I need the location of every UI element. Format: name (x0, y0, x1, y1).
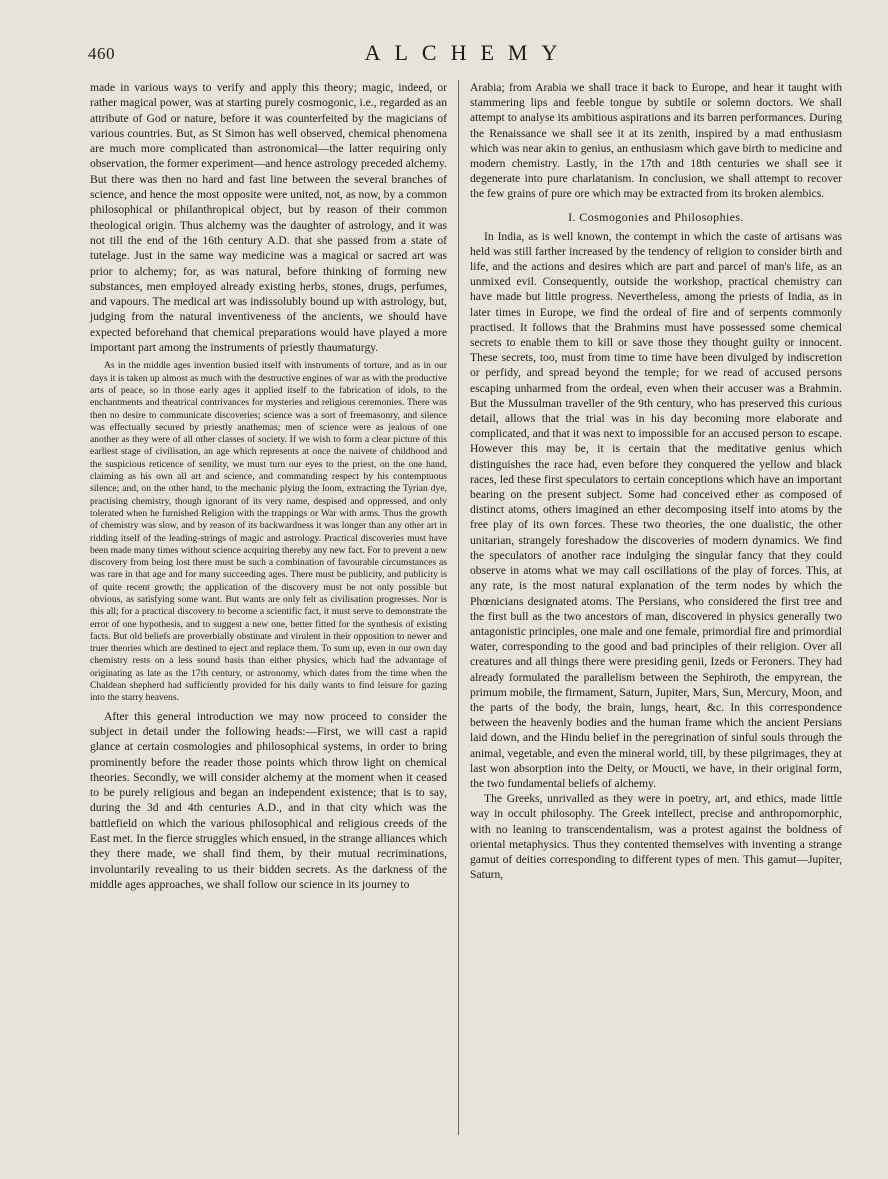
left-paragraph-1: made in various ways to verify and apply this theory; magic, indeed, or rather magical power, was at starting purely cosmogonic, i.e., regarded as an attribute of God or nature, before it was counterfeited by the magicians of various countries. But, as St Simon has well observed, chemical phenomena are much more complicated than astronomical—the latter requiring only observation, the former experiment—and hence astrology preceded alchemy. But there was then no hard and fast line between the several branches of science, and hence the most opposite were united, not, as now, by a common philosophical or philanthropical object, but by reason of their common theological origin. Thus alchemy was the daughter of astrology, and it was not till the end of the 16th century A.D. that she passed from a state of tutelage. Just in the same way medicine was a magical or sacred art was prior to alchemy; for, as was natural, before thinking of forming new substances, men employed already existing herbs, stones, drugs, perfumes, and vapours. The medical art was indissolubly bound up with astrology, but, judging from the natural inventiveness of the ancients, we should have expected beforehand that chemical preparations would have played a more important part among the instruments of priestly thaumaturgy. (90, 81, 447, 355)
left-paragraph-3: After this general introduction we may now proceed to consider the subject in detail under the following heads:—First, we will cast a rapid glance at certain cosmologies and philosophical systems, in order to bring prominently before the reader those points which throw light on chemical theories. Secondly, we will consider alchemy at the moment when it ceased to be purely religious and began an independent existence; that is to say, during the 3d and 4th centuries A.D., and in that city which was the battlefield on which the various philosophical and religious creeds of the East met. In the fierce struggles which ensued, in the strange alliances which they there made, we shall find them, by their mutual recriminations, involuntarily revealing to us their bidden secrets. As the darkness of the middle ages approaches, we shall follow our science in its journey to (90, 709, 447, 891)
right-paragraph-1: Arabia; from Arabia we shall trace it back to Europe, and hear it taught with stammering lips and feeble tongue by subtile or solemn doctors. We shall attempt to analyse its ambitious aspirations and its barren performances. During the Renaissance we shall see it at its zenith, inspired by a mad enthusiasm which was near akin to genius, an enthusiasm which gave birth to medicine and modern chemistry. Lastly, in the 17th and 18th centuries we shall see it degenerate into pure charlatanism. In conclusion, we shall attempt to recover the few grains of pure ore which may be extracted from its broken alembics. (470, 81, 842, 201)
page-number: 460 (88, 44, 115, 63)
left-column (90, 80, 447, 892)
right-column (470, 80, 842, 882)
section-heading: I. Cosmogonies and Philosophies. (568, 209, 744, 224)
running-title: ALCHEMY (364, 40, 572, 65)
left-paragraph-2-small-print: As in the middle ages invention busied itself with instruments of torture, and as in our days it is taken up almost as much with the destructive engines of war as with the productive arts of peace, so in those early ages it applied itself to the fabrication of idols, to the enchantments and theatrical contrivances for mysteries and religious ceremonies. There was then no desire to communicate discoveries; science was a sort of freemasonry, and silence was effectually secured by priestly anathemas; men of science were as jealous of one another as they were of all other classes of society. If we wish to form a clear picture of this earliest stage of civilisation, an age which represents at once the naivete of childhood and the suspicious reticence of senility, we must turn our eyes to the priest, on the one hand, claiming as his own all art and science, and commanding respect by his contemptuous silence; and, on the other hand, to the mechanic plying the loom, extracting the Tyrian dye, practising chemistry, though ignorant of its very name, despised and oppressed, and only tolerated when he furnished Religion with the trappings or War with arms. Thus the growth of chemistry was slow, and by reason of its backwardness it was longer than any other art in ridding itself of the leading-strings of magic and astrology. Practical discoveries must have been made many times without science acquiring thereby any new fact. For to prevent a new discovery from being lost there must be such a combination of favourable circumstances as was rare in that age and for many succeeding ages. There must be publicity, and publicity is of quite recent growth; the application of the discovery must be not only possible but obvious, as satisfying some want. But wants are only felt as civilisation progresses. Nor is this all; for a practical discovery to become a scientific fact, it must serve to demonstrate the error of one hypothesis, and to suggest a new one, better fitted for the synthesis of existing facts. But old beliefs are proverbially obstinate and virulent in their opposition to newer and truer theories which are destined to eject and replace them. To sum up, even in our own day chemistry rests on a less sound basis than either physics, which had the advantage of originating as late as the 17th century, or astronomy, which dates from the time when the Chaldean shepherd had sufficiently provided for his daily wants to find leisure for gazing into the starry heavens. (90, 360, 447, 704)
page-header (88, 40, 848, 72)
right-paragraph-3: The Greeks, unrivalled as they were in poetry, art, and ethics, made little way in occult philosophy. The Greek intellect, precise and anthropomorphic, with no leaning to transcendentalism, was a protest against the boldness of oriental metaphysics. Thus they contented themselves with inventing a strange gamut of deities corresponding to different types of men. This gamut—Jupiter, Saturn, (470, 792, 842, 882)
column-divider (458, 80, 459, 1135)
right-paragraph-2: In India, as is well known, the contempt in which the caste of artisans was held was still farther increased by the tendency of religion to consider birth and life, and the actions and desires which are part and parcel of man's life, as an unmixed evil. Consequently, outside the workshop, practical chemistry can have made but little progress. Nevertheless, among the priests of India, as in later times in Europe, we find the ordeal of fire and of serpents commonly practised. It follows that the Brahmins must have possessed some chemical secrets to enable them to kill or save those they thought guilty or innocent. These secrets, too, must from time to time have been divulged by indiscretion or perfidy, and spread beyond the temple; for we read of accused persons escaping unharmed from the ordeal, even when their accuser was a Brahmin. But the Mussulman traveller of the 9th century, who has preserved this curious detail, allows that the trial was in his day becoming more elaborate and complicated, and that it was next to impossible for an accused person to escape. However this may be, it is certain that the meditative genius which distinguishes the race had, even before they conquered the yellow and black races, led these first speculators to certain conceptions which have an important bearing on the present subject. Some had conceived ether as composed of distinct atoms, others imagined an ether decomposing itself into atoms by the free play of its own forces. These two theories, the one dualistic, the other unitarian, strangely foreshadow the discoveries of modern dynamics. We find the speculators of another race indulging the singular fancy that they could observe in atoms what we may call oscillations of the play of forces. This, at any rate, is the most natural explanation of the term nodes by which the Phœnicians designated atoms. The Persians, who considered the first tree and the first bull as the two ancestors of man, discovered in physics generally two antagonistic principles, one male and one female, primordial fire and primordial water, corresponding to the good and bad principles of their religion. Over all creatures and all things there were presiding genii, Izeds or Feroners. They had already formulated the parallelism between the Sephiroth, the empyrean, the primum mobile, the firmament, Saturn, Jupiter, Mars, Sun, Mercury, Moon, and the parts of the body, the brain, lungs, heart, &c. In this correspondence between the heavenly bodies and the human frame which the ancient Persians laid down, and the Hindu belief in the peregrination of sinful souls through the animal, vegetable, and even the mineral world, till, by these pilgrimages, they at last won absorption into the Deity, or Moucti, we have, in their original form, the two fundamental beliefs of alchemy. (470, 229, 842, 790)
